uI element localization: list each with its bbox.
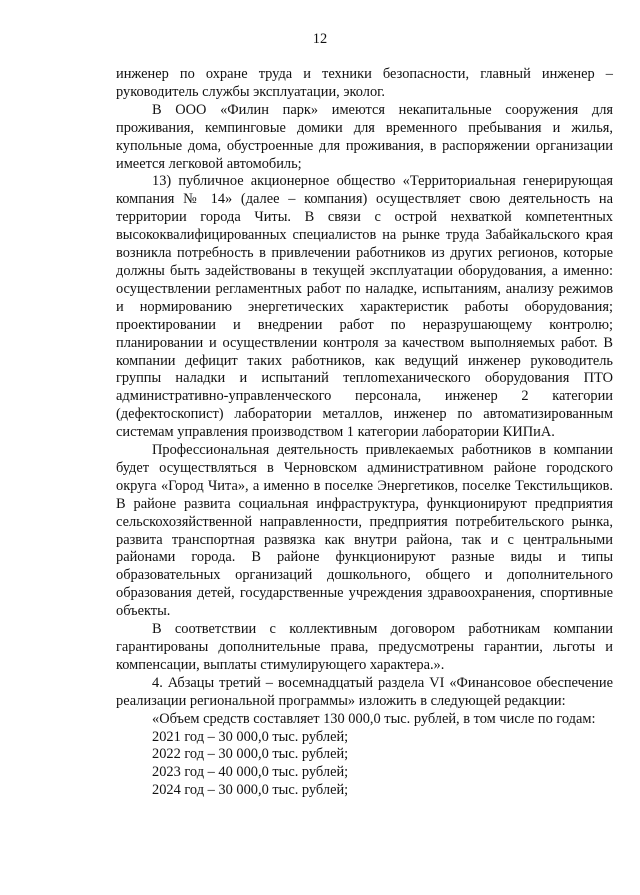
paragraph-filin-park: В ООО «Филин парк» имеются некапитальные сооружения для проживания, кемпинговые домики для временного пребывания и жилья, купольные дома, обустроенные для проживания, в распоряжении организации имеется легковой автомобиль; <box>116 101 613 172</box>
paragraph-item-4: 4. Абзацы третий – восемнадцатый раздела VI «Финансовое обеспечение реализации региональной программы» изложить в следующей редакции: <box>116 674 613 709</box>
document-body <box>116 66 613 800</box>
page-number: 12 <box>312 31 328 47</box>
paragraph-funding-total: «Объем средств составляет 130 000,0 тыс. рублей, в том числе по годам: <box>152 710 596 727</box>
paragraph-item-13: 13) публичное акционерное общество «Территориальная генерирующая компания № 14» (далее – компания) осуществляет свою деятельность на территории города Читы. В связи с острой нехваткой компетентных высококвалифицированных специалистов на рынке труда Забайкальского края возникла потребность в привлечении работников из других регионов, которые должны быть задействованы в текущей эксплуатации оборудования, а именно: осуществлении регламентных работ по наладке, испытаниям, анализу режимов и нормированию энергетических характеристик работы оборудования; проектировании и внедрении работ по неразрушающему контролю; планировании и осуществлении контроля за качеством выполняемых работ. В компании дефицит таких работников, как ведущий инженер руководитель группы наладки и испытаний теплomеханического оборудования ПТО административно-управленческого персонала, инженер 2 категории (дефектоскопист) лаборатории металлов, инженер по автоматизированным системам управления производством 1 категории лаборатории КИПиА. <box>116 173 613 441</box>
paragraph-continuation: инженер по охране труда и техники безопасности, главный инженер – руководитель службы эксплуатации, эколог. <box>116 66 613 100</box>
year-line-2021: 2021 год – 30 000,0 тыс. рублей; <box>152 728 349 745</box>
year-line-2024: 2024 год – 30 000,0 тыс. рублей; <box>152 782 349 799</box>
paragraph-work-location: Профессиональная деятельность привлекаемых работников в компании будет осуществляться в Черновском административном районе городского округа «Город Чита», а именно в поселке Энергетиков, поселке Текстильщиков. В районе развита социальная инфраструктура, функционируют предприятия сельскохозяйственной направленности, предприятия потребительского рынка, развита транспортная развязка как внутри района, так и с центральными районами города. В районе функционируют разные виды и типы образовательных организаций дошкольного, общего и дополнительного образования детей, государственные учреждения здравоохранения, спортивные объекты. <box>116 442 613 620</box>
year-line-2023: 2023 год – 40 000,0 тыс. рублей; <box>152 764 349 781</box>
year-line-2022: 2022 год – 30 000,0 тыс. рублей; <box>152 746 349 763</box>
paragraph-collective-agreement: В соответствии с коллективным договором работникам компании гарантированы дополнительные права, предусмотрены гарантии, льготы и компенсации, выплаты стимулирующего характера.». <box>116 621 613 673</box>
